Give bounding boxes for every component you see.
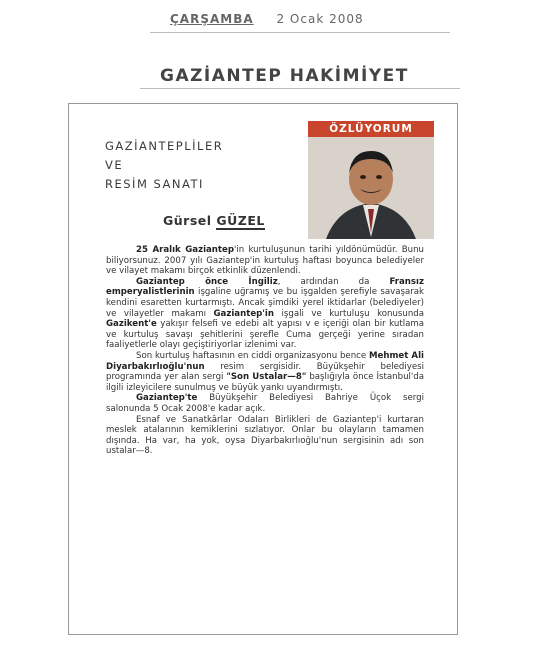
dateline xyxy=(170,12,364,26)
paragraph: Gaziantep'te Büyükşehir Belediyesi Bahriye Üçok sergi salonunda 5 Ocak 2008'e kadar açık. xyxy=(106,393,424,414)
masthead-rule xyxy=(140,88,460,89)
author-byline xyxy=(163,213,265,228)
column-badge: ÖZLÜYORUM xyxy=(308,121,434,137)
header-rule xyxy=(150,32,450,33)
publication-day: ÇARŞAMBA xyxy=(170,12,254,26)
author-last-name: GÜZEL xyxy=(216,213,265,228)
paragraph: Gaziantep önce İngiliz, ardından da Fransız emperyalistlerinin işgaline uğramış ve bu işgalden şerefiyle savaşarak kendini esaretten kurtarmıştı. Ancak şimdiki yerel iktidarlar (belediyeler) ve vilayetler makamı Gaziantep'in işgali ve kurtuluşu konusunda Gazikent'e yakışır felsefi ve edebi alt yapısı v e içeriği olan bir kutlama ve kurtuluş savaşı şehitlerini şerefle Cuma gerçeği yerine sıradan faaliyetlerle olayı geçiştiriyorlar izlenimi var. xyxy=(106,276,424,351)
newspaper-name: GAZİANTEP HAKİMİYET xyxy=(160,66,409,86)
article-title xyxy=(105,138,223,195)
author-photo xyxy=(308,121,434,239)
title-line: VE xyxy=(105,158,124,172)
paragraph: Son kurtuluş haftasının en ciddi organizasyonu bence Mehmet Ali Diyarbakırlıoğlu'nun resim sergisidir. Büyükşehir belediyesi programında yer alan sergi "Son Ustalar—8" başlığıyla önce İstanbul'da ilgili izleyicilere sunulmuş ve büyük yankı uyandırmıştı. xyxy=(106,350,424,393)
title-line: RESİM SANATI xyxy=(105,177,204,191)
paragraph: 25 Aralık Gaziantep'in kurtuluşunun tarihi yıldönümüdür. Bunu biliyorsunuz. 2007 yılı Gaziantep'in kurtuluş haftası boyunca belediyeler ve vilayet makamı birçok etkinlik düzenlendi. xyxy=(106,245,424,277)
publication-date: 2 Ocak 2008 xyxy=(276,12,364,26)
title-line: GAZİANTEPLİLER xyxy=(105,139,224,153)
author-first-name: Gürsel xyxy=(163,213,212,228)
portrait-image xyxy=(308,137,434,239)
paragraph: Esnaf ve Sanatkârlar Odaları Birlikleri de Gaziantep'i kurtaran meslek atalarının kemiklerini sızlatıyor. Onlar bu olayların tamamen dışında. Ha var, ha yok, oysa Diyarbakırlıoğlu'nun sergisinin adı son ustalar—8. xyxy=(106,414,424,457)
article-body xyxy=(106,245,424,457)
